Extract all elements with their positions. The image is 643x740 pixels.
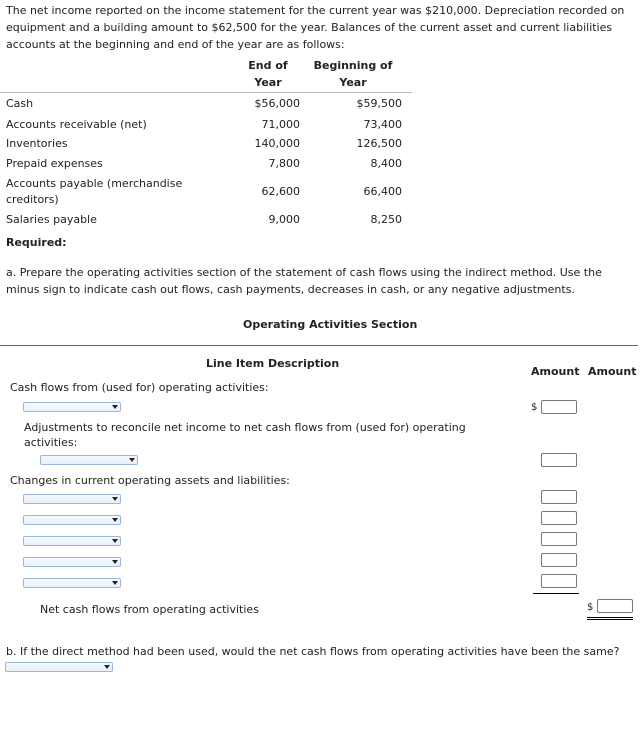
row-label-cash: Cash [6, 97, 34, 110]
col-begin-header-line2: Year [339, 76, 367, 89]
chevron-down-icon [112, 581, 118, 585]
net-income-amount-input[interactable] [541, 400, 577, 414]
section-title: Operating Activities Section [243, 318, 418, 331]
row-end-prepaid-expenses: 7,800 [268, 157, 300, 170]
amount-header-1: Amount [531, 365, 580, 378]
change-amount-input-5[interactable] [541, 574, 577, 588]
row-label-salaries-payable: Salaries payable [6, 213, 97, 226]
row-begin-salaries-payable: 8,250 [370, 213, 402, 226]
row-label-inventories: Inventories [6, 137, 68, 150]
row-begin-accounts-receivable: 73,400 [363, 118, 402, 131]
row-end-cash: $56,000 [254, 97, 300, 110]
row-begin-cash: $59,500 [356, 97, 402, 110]
change-item-dropdown-5[interactable] [23, 578, 121, 588]
change-item-dropdown-2[interactable] [23, 515, 121, 525]
row-begin-accounts-payable: 66,400 [363, 185, 402, 198]
change-amount-input-1[interactable] [541, 490, 577, 504]
change-amount-input-3[interactable] [541, 532, 577, 546]
adjustments-label: Adjustments to reconcile net income to net cash flows from (used for) operating activities: [24, 421, 466, 449]
change-amount-input-4[interactable] [541, 553, 577, 567]
row-label-prepaid-expenses: Prepaid expenses [6, 157, 103, 170]
required-label: Required: [6, 236, 67, 249]
part-b-answer-dropdown[interactable] [5, 662, 113, 672]
chevron-down-icon [112, 518, 118, 522]
change-item-dropdown-3[interactable] [23, 536, 121, 546]
cash-flows-label: Cash flows from (used for) operating activities: [10, 381, 269, 394]
changes-label: Changes in current operating assets and liabilities: [10, 474, 290, 487]
col-end-header-line1: End of [248, 59, 288, 72]
row-end-accounts-payable: 62,600 [261, 185, 300, 198]
col-end-header-line2: Year [254, 76, 282, 89]
depreciation-amount-input[interactable] [541, 453, 577, 467]
net-cash-flows-label: Net cash flows from operating activities [40, 603, 259, 616]
row-label-accounts-payable-line2: creditors) [6, 193, 59, 206]
change-item-dropdown-4[interactable] [23, 557, 121, 567]
balance-table-header-rule [0, 92, 412, 93]
intro-paragraph: The net income reported on the income statement for the current year was $210,000. Depreciation recorded on equipment and a building amount to $62,500 for the year. Balances of the current asset and current liabilities accounts at the beginning and end of the year are as follows: [6, 4, 625, 51]
chevron-down-icon [112, 405, 118, 409]
row-end-salaries-payable: 9,000 [268, 213, 300, 226]
chevron-down-icon [104, 665, 110, 669]
row-end-accounts-receivable: 71,000 [261, 118, 300, 131]
line-item-description-header: Line Item Description [206, 357, 340, 370]
chevron-down-icon [112, 539, 118, 543]
total-rule-bottom [587, 619, 633, 620]
part-b-question: b. If the direct method had been used, would the net cash flows from operating activities have been the same? [6, 645, 620, 658]
col-begin-header-line1: Beginning of [313, 59, 393, 72]
total-rule-top [587, 617, 633, 618]
row-label-accounts-receivable: Accounts receivable (net) [6, 118, 147, 131]
row-begin-inventories: 126,500 [356, 137, 402, 150]
chevron-down-icon [112, 497, 118, 501]
section-rule [0, 345, 638, 346]
change-item-dropdown-1[interactable] [23, 494, 121, 504]
row-begin-prepaid-expenses: 8,400 [370, 157, 402, 170]
part-a-instructions: a. Prepare the operating activities section of the statement of cash flows using the indirect method. Use the minus sign to indicate cash out flows, cash payments, decreases in cash, or any negative adjustments. [6, 266, 602, 296]
net-income-dropdown[interactable] [23, 402, 121, 412]
change-amount-input-2[interactable] [541, 511, 577, 525]
chevron-down-icon [112, 560, 118, 564]
net-cash-dollar-sign: $ [587, 602, 594, 613]
row-label-accounts-payable-line1: Accounts payable (merchandise [6, 177, 183, 190]
depreciation-dropdown[interactable] [40, 455, 138, 465]
net-cash-flows-amount-input[interactable] [597, 599, 633, 613]
amount-header-2: Amount [588, 365, 637, 378]
row-end-inventories: 140,000 [254, 137, 300, 150]
chevron-down-icon [129, 458, 135, 462]
net-income-dollar-sign: $ [531, 402, 538, 413]
subtotal-rule [533, 593, 579, 594]
